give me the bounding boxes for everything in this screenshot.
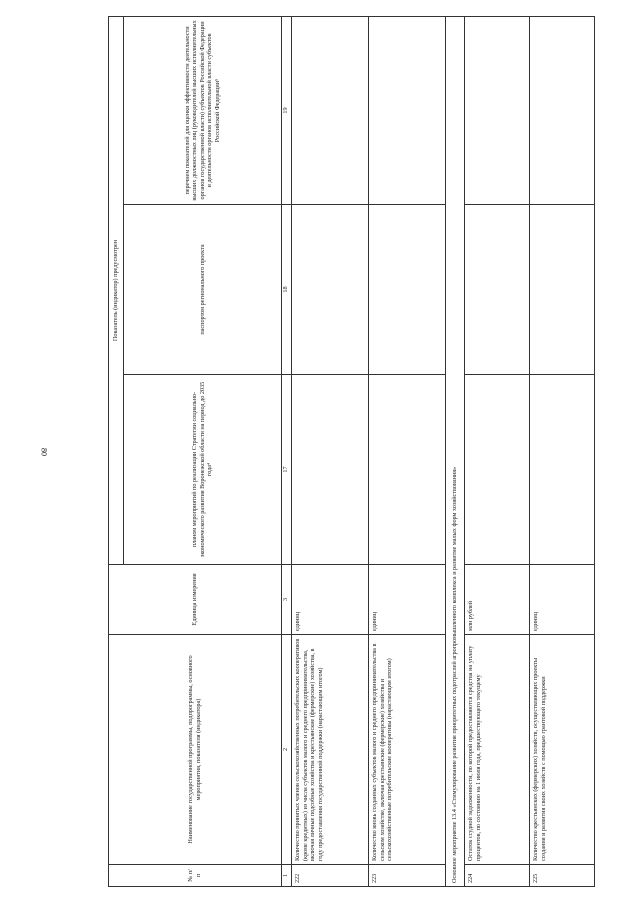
row-passport	[465, 205, 530, 375]
row-unit: млн рублей	[465, 565, 530, 635]
page-number: 80	[39, 448, 49, 456]
row-num: 223	[369, 865, 446, 887]
section-row	[446, 17, 465, 887]
header-unit: Единица измерения	[109, 565, 282, 635]
numbering-cell: 1	[282, 865, 292, 887]
numbering-cell: 19	[282, 17, 292, 205]
section-title: Основное мероприятие 13.4 «Стимулирование развития приоритетных подотраслей агропромышленного комплекса и развитие малых форм хозяйствования»	[446, 17, 465, 887]
row-plan	[369, 375, 446, 565]
indicators-table	[108, 16, 595, 887]
header-group: Показатель (индикатор) предусмотрен	[109, 17, 124, 565]
rotated-page	[108, 17, 547, 887]
header-list: перечнем показателей для оценки эффективности деятельности высших должностных лиц (руководителей высших исполнительных органов государственной власти) субъектов Российской Федерации и деятельности органов исполнительной власти субъектов Российской Федерации⁵	[124, 17, 282, 205]
row-passport	[530, 205, 595, 375]
row-unit: единиц	[530, 565, 595, 635]
row-plan	[465, 375, 530, 565]
row-name: Остаток ссудной задолженности, по которой предоставляются средства на уплату процентов, по состоянию на 1 июля года, предшествующего текущему	[465, 635, 530, 865]
row-list	[530, 17, 595, 205]
row-passport	[369, 205, 446, 375]
table-row	[465, 17, 530, 887]
row-num: 222	[292, 865, 369, 887]
row-num: 225	[530, 865, 595, 887]
row-list	[292, 17, 369, 205]
row-plan	[292, 375, 369, 565]
row-passport	[292, 205, 369, 375]
table-row	[530, 17, 595, 887]
row-name: Количество крестьянских (фермерских) хозяйств, осуществляющих проекты создания и развития своих хозяйств с помощью грантовой поддержки	[530, 635, 595, 865]
header-passport: паспортом регионального проекта	[124, 205, 282, 375]
row-num: 224	[465, 865, 530, 887]
row-list	[465, 17, 530, 205]
row-plan	[530, 375, 595, 565]
numbering-cell: 2	[282, 635, 292, 865]
row-name: Количество принятых членов сельскохозяйственных потребительских кооперативов (кроме кредитных) из числа субъектов малого и среднего предпринимательства, включая личные подсобные хозяйства и крестьянские (фермерские) хозяйства, в году предоставления государственной поддержки (нарастающим итогом)	[292, 635, 369, 865]
header-plan: планом мероприятий по реализации Стратегии социально-экономического развития Воронежской области на период до 2035 года⁴	[124, 375, 282, 565]
row-name: Количество вновь созданных субъектов малого и среднего предпринимательства в сельском хозяйстве, включая крестьянские (фермерские) хозяйства и сельскохозяйственные потребительские кооперативы (нарастающим итогом)	[369, 635, 446, 865]
table-header-row	[109, 17, 124, 887]
row-list	[369, 17, 446, 205]
header-num: № п/п	[109, 865, 282, 887]
numbering-cell: 17	[282, 375, 292, 565]
table-row	[369, 17, 446, 887]
table-row	[292, 17, 369, 887]
numbering-cell: 18	[282, 205, 292, 375]
row-unit: единиц	[292, 565, 369, 635]
numbering-row	[282, 17, 292, 887]
header-name: Наименование государственной программы, подпрограммы, основного мероприятия, показателя (индикатора)	[109, 635, 282, 865]
numbering-cell: 3	[282, 565, 292, 635]
row-unit: единиц	[369, 565, 446, 635]
